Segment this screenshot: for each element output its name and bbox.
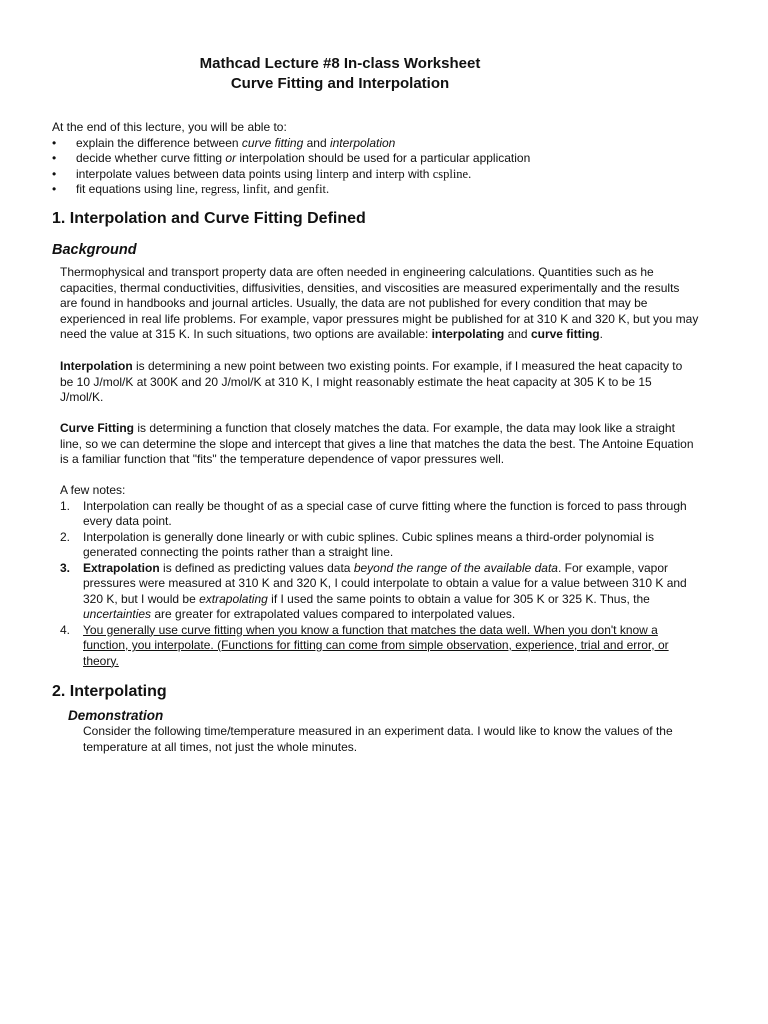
text-run: and [348, 166, 376, 181]
text-line [60, 359, 726, 375]
bullet-icon: • [52, 151, 57, 165]
bullet-icon: • [52, 182, 57, 196]
text-run: . For example, vapor [557, 560, 669, 575]
text-line: temperature at all times, not just the whole minutes. [83, 739, 358, 754]
text-run: 320 K, but I would be [83, 591, 200, 606]
text-run: decide whether curve fitting [76, 151, 226, 165]
text-line: You generally use curve fitting when you know a function that matches the data well. When you don't know a [83, 622, 658, 637]
section-heading: 1. Interpolation and Curve Fitting Defined [52, 210, 366, 227]
text-line: be 10 J/mol/K at 300K and 20 J/mol/K at 310 K, I might reasonably estimate the heat capacity at 305 K to be 15 [60, 374, 652, 389]
text-line: J/mol/K. [60, 390, 104, 404]
curve-fitting-definition [60, 421, 726, 468]
learning-objectives [52, 120, 732, 198]
text-run: if I used the same points to obtain a value for 305 K or 325 K. Thus, the [267, 591, 650, 606]
text-line: theory. [83, 653, 119, 668]
note-item [60, 530, 726, 561]
text-run: is defined as predicting values data [159, 560, 354, 575]
text-run: curve fitting [241, 135, 304, 150]
text-line [60, 421, 726, 437]
section-heading: 2. Interpolating [52, 683, 167, 700]
objective-item [52, 182, 732, 198]
note-item [60, 623, 726, 670]
subsection-heading: Demonstration [68, 708, 164, 723]
demonstration-paragraph [83, 724, 723, 755]
text-line: are found in handbooks and journal articles. Usually, the data are not published for every condition that may be [60, 296, 648, 310]
key-term: interpolating [431, 327, 505, 341]
text-run: beyond the range of the available data [353, 560, 558, 575]
text-line [83, 607, 726, 623]
text-line: experienced in real life problems. For example, vapor pressures might be published for at 310 K and 320 K, but you may [60, 311, 699, 326]
bullet-icon: • [52, 166, 57, 181]
text-line: Thermophysical and transport property data are often needed in engineering calculations. Quantities such as he [60, 265, 654, 279]
list-number: 2. [60, 529, 71, 544]
note-item [60, 561, 726, 623]
text-line: line, so we can determine the slope and intercept that gives a line that matches the data the best. The Antoine Equation [60, 436, 694, 451]
key-term: Curve Fitting [60, 421, 134, 435]
text-line: Interpolation can really be thought of as a special case of curve fitting where the function is forced to pass through [83, 498, 687, 513]
key-term: Extrapolation [83, 560, 160, 575]
text-line: is a familiar function that "fits" the temperature dependence of vapor pressures well. [60, 452, 505, 466]
text-line: Consider the following time/temperature measured in an experiment data. I would like to know the values of the [83, 724, 673, 738]
notes-list [60, 483, 726, 669]
function-name: interp [375, 166, 405, 181]
objective-item [52, 136, 732, 152]
text-line: generated connecting the points rather than a straight line. [83, 545, 394, 559]
background-paragraph [60, 265, 726, 343]
text-run: or [225, 151, 237, 165]
document-subtitle: Curve Fitting and Interpolation [230, 75, 450, 92]
subsection-heading: Background [52, 242, 137, 258]
key-term: Interpolation [60, 359, 133, 373]
text-line: pressures were measured at 310 K and 320 K, I could interpolate to obtain a value for a value between 310 K and [83, 576, 687, 590]
text-run: explain the difference between [76, 135, 242, 150]
function-name: linterp [316, 166, 349, 181]
key-term: curve fitting [530, 327, 600, 341]
text-line [60, 327, 726, 343]
text-run: with [404, 166, 433, 181]
note-item [60, 499, 726, 530]
text-line: Interpolation is generally done linearly or with cubic splines. Cubic splines means a third-order polynomial is [83, 529, 654, 544]
list-number: 3. [60, 560, 71, 575]
text-run: fit equations using [76, 182, 177, 196]
text-run: need the value at 315 K. In such situations, two options are available: [60, 327, 432, 341]
text-run: and [270, 182, 297, 196]
list-number: 1. [60, 498, 71, 513]
text-run: . [468, 166, 472, 181]
text-run: uncertainties [83, 607, 152, 621]
list-number: 4. [60, 622, 71, 637]
text-run: interpolation should be used for a particular application [236, 151, 531, 165]
text-line [83, 592, 726, 608]
text-line [83, 561, 726, 577]
text-line: every data point. [83, 514, 172, 528]
function-name: genfit [296, 182, 327, 196]
text-run: are greater for extrapolated values compared to interpolated values. [151, 607, 516, 621]
text-run: is determining a function that closely matches the data. For example, the data may look like a straight [134, 421, 675, 435]
bullet-icon: • [52, 135, 57, 150]
text-run: and [303, 135, 330, 150]
text-run: . [326, 182, 330, 196]
text-run: interpolate values between data points using [76, 166, 317, 181]
text-run: interpolation [329, 135, 396, 150]
text-line: capacities, thermal conductivities, diffusivities, densities, and viscosities are measured experimentally and the results [60, 280, 680, 295]
function-name: line, regress, linfit, [176, 182, 271, 196]
interpolation-definition [60, 359, 726, 406]
text-run: is determining a new point between two existing points. For example, if I measured the heat capacity to [132, 359, 683, 373]
notes-lead: A few notes: [60, 483, 126, 497]
objective-item [52, 151, 732, 167]
text-run: extrapolating [199, 591, 268, 606]
text-run: . [599, 327, 603, 341]
text-run: and [504, 327, 531, 341]
objectives-lead: At the end of this lecture, you will be able to: [52, 120, 287, 134]
objective-item [52, 167, 732, 183]
function-name: cspline [432, 166, 469, 181]
document-title: Mathcad Lecture #8 In-class Worksheet [199, 55, 481, 72]
text-line: function, you interpolate. (Functions for fitting can come from simple observation, experience, trial and error, or [83, 638, 669, 652]
